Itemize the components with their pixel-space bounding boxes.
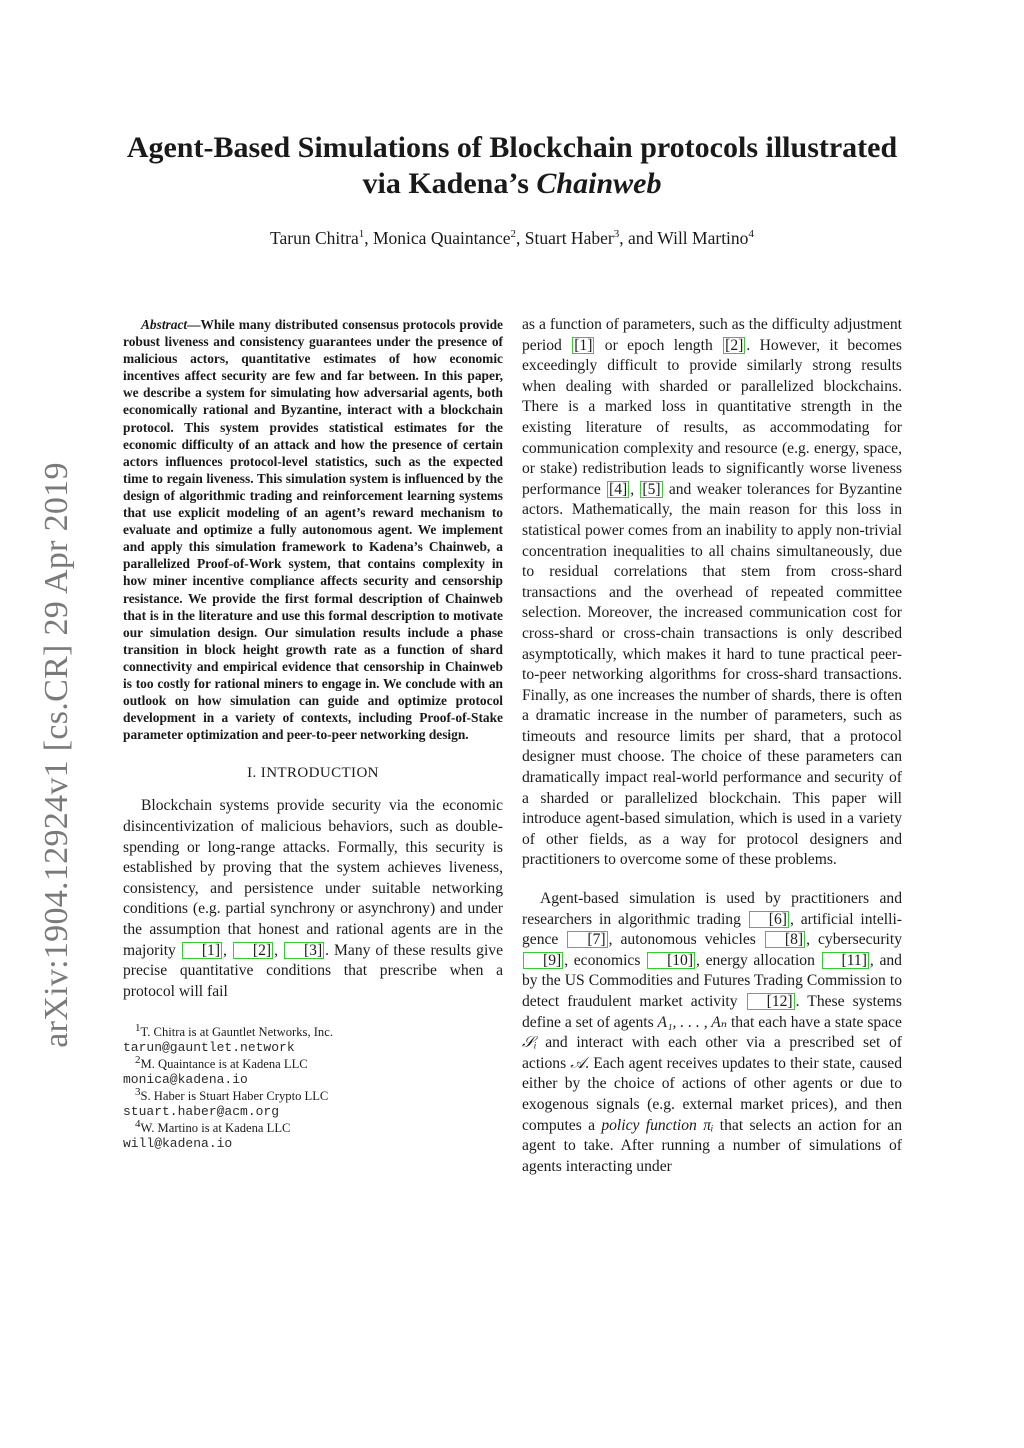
body-text: , — [630, 480, 640, 498]
math-expression: πᵢ — [703, 1116, 714, 1134]
footnote-email: monica@kadena.io — [123, 1072, 248, 1088]
title-line-2-italic: Chainweb — [536, 167, 662, 200]
left-column — [123, 316, 503, 1152]
author-separator: , — [516, 228, 525, 248]
footnote — [123, 1024, 503, 1056]
citation-link[interactable]: [10] — [647, 952, 695, 969]
body-paragraph — [522, 315, 902, 871]
body-text: Blockchain systems provide security via the economic disincentivization of malicious behaviors, such as double-spending or long-range attacks. Formally, this security is established by proving that the system achieves liveness, consistency, and persistence under suitable networking conditions (e.g. partial synchrony or asynchrony) and under the assumption that honest and rational agents are in the majority — [123, 797, 503, 959]
body-text: , energy allocation — [696, 951, 821, 969]
section-numeral: I. — [247, 765, 261, 782]
right-column — [522, 315, 902, 1177]
footnote — [123, 1056, 503, 1088]
footnote-mark: 2 — [135, 1054, 141, 1067]
body-text: that selects an action for an agent to take. After running a number of simulations of agents interacting under — [522, 1116, 903, 1175]
body-text: and interact with each other via a prescribed set of actions — [522, 1034, 902, 1072]
author-affiliation-mark: 2 — [510, 228, 516, 241]
footnote-mark: 4 — [135, 1118, 141, 1131]
citation-link[interactable]: [2] — [233, 942, 273, 959]
footnote-text: T. Chitra is at Gauntlet Networks, Inc. — [140, 1025, 333, 1040]
author-affiliation-mark: 1 — [358, 228, 365, 241]
author-affiliation-mark: 4 — [748, 228, 754, 241]
footnote-text: S. Haber is Stuart Haber Crypto LLC — [140, 1089, 329, 1104]
footnotes — [123, 1024, 503, 1152]
body-text: that each have a state space — [727, 1013, 902, 1031]
author-list — [110, 228, 914, 249]
body-text: , — [223, 941, 232, 959]
body-paragraph — [522, 889, 902, 1177]
citation-link[interactable]: [1] — [182, 942, 222, 959]
body-text: , economics — [564, 951, 647, 969]
author-name: Will Martino — [657, 228, 749, 248]
citation-link[interactable]: [4] — [609, 480, 628, 498]
math-expression: A₁, . . . , Aₙ — [657, 1013, 728, 1031]
footnote-email: tarun@gauntlet.network — [123, 1040, 295, 1056]
title-line-2-prefix: via Kadena’s — [362, 167, 537, 200]
body-text: , — [274, 941, 283, 959]
author-affiliation-mark: 3 — [613, 228, 620, 241]
footnote-text: W. Martino is at Kadena LLC — [140, 1121, 291, 1136]
citation-link[interactable]: [12] — [747, 993, 795, 1010]
citation-link[interactable]: [8] — [765, 931, 805, 948]
body-text: , cybersecurity — [806, 931, 902, 949]
abstract — [123, 316, 503, 743]
footnote-mark: 3 — [135, 1086, 141, 1099]
author-separator: , — [364, 228, 373, 248]
body-text: , and by the US Commodities and Futures Trading Commission to detect fraudulent market activity — [522, 951, 902, 1010]
body-text: or epoch length — [595, 336, 723, 354]
citation-link[interactable]: [7] — [567, 931, 607, 948]
section-heading-introduction — [123, 765, 503, 782]
author-name: Stuart Haber — [524, 228, 614, 248]
citation-link[interactable]: [6] — [749, 911, 789, 928]
author-separator: , and — [619, 228, 658, 248]
math-expression: 𝒜 — [570, 1054, 586, 1072]
citation-link[interactable]: [3] — [284, 942, 324, 959]
abstract-label: Abstract — [141, 317, 188, 332]
footnote — [123, 1088, 503, 1120]
body-text: Agent-based simulation is used by practitioners and researchers in algorithmic trading — [522, 890, 902, 928]
body-text: and weaker tolerances for Byzantine actors. Mathematically, the main reason for this loss in statistical power comes from an inability to apply non-trivial concentration inequalities to all chains simultaneously, due to residual correlations that stem from cross-shard transactions and the overhead of repeated committee selection. Moreover, the increased communication cost for cross-shard or cross-chain transactions is only described asymptotically, which makes it hard to tune practical peer-to-peer networking algorithms for cross-shard transactions. Finally, as one increases the number of shards, there is often a dramatic increase in the number of parameters, such as timeouts and resource limits per shard, that a protocol designer must choose. The choice of these parameters can dramatically impact real-world performance and security of a sharded or parallelized blockchain. This paper will introduce agent-based simulation, which is used in a variety of other fields, as a way for protocol designers and practitioners to overcome some of these problems. — [522, 480, 902, 869]
footnote-email: stuart.haber@acm.org — [123, 1104, 280, 1120]
citation-link[interactable]: [9] — [523, 952, 563, 969]
body-text: . Many of these results give precise quantitative conditions that prescribe when a protocol will fail — [123, 941, 503, 1000]
body-text: , artificial intelligence — [522, 910, 902, 949]
section-title-rest: NTRODUCTION — [266, 765, 379, 782]
body-text: as a function of parameters, such as the difficulty adjustment period — [522, 316, 902, 354]
author-name: Monica Quaintance — [372, 228, 511, 248]
abstract-dash: — — [187, 317, 201, 332]
body-text: . These systems define a set of agents — [522, 993, 902, 1031]
body-text: . However, it becomes exceedingly difficult to provide similarly strong results when dealing with sharded or parallelized blockchains. There is a marked loss in quantitative strength in the existing literature of results, as accommodating for communication complexity and resource (e.g. energy, space, or stake) redistribution leads to significantly worse liveness performance — [522, 336, 902, 498]
footnote-text: M. Quaintance is at Kadena LLC — [140, 1057, 308, 1072]
section-initial: I — [260, 765, 267, 782]
citation-link[interactable]: [5] — [642, 480, 661, 498]
math-expression: 𝒮ᵢ — [522, 1034, 537, 1052]
body-text: . Each agent receives updates to their state, caused either by the choice of actions of other agents or due to exogenous signals (e.g. external market prices), and then computes a — [522, 1054, 902, 1134]
emphasized-term: policy function — [601, 1116, 697, 1134]
intro-paragraph — [123, 796, 503, 1002]
paper-title — [110, 130, 914, 202]
citation-link[interactable]: [2] — [725, 336, 744, 354]
author-name: Tarun Chitra — [270, 228, 359, 248]
citation-link[interactable]: [1] — [574, 336, 593, 354]
arxiv-identifier-stamp — [27, 450, 87, 1060]
title-line-1: Agent-Based Simulations of Blockchain protocols illustrated — [126, 131, 898, 164]
footnote — [123, 1120, 503, 1152]
footnote-email: will@kadena.io — [123, 1136, 233, 1152]
arxiv-identifier-text: arXiv:1904.12924v1 [cs.CR] 29 Apr 2019 — [38, 462, 75, 1048]
body-text: , autonomous vehicles — [608, 931, 764, 949]
footnote-mark: 1 — [135, 1022, 141, 1035]
abstract-text: While many distributed consensus protocols provide robust liveness and consistency guarantees under the presence of malicious actors, quantitative estimates of how economic incentives affect security are few and far between. In this paper, we describe a system for simulating how adversarial agents, both economically rational and Byzantine, interact with a blockchain protocol. This system provides statistical estimates for the economic difficulty of an attack and how the presence of certain actors influences protocol-level statistics, such as the expected time to regain liveness. This simulation system is influenced by the design of algorithmic trading and reinforcement learning systems that use explicit modeling of an agent’s reward mechanism to evaluate and optimize a fully autonomous agent. We implement and apply this simulation framework to Kadena’s Chainweb, a parallelized Proof-of-Work system, that contains complexity in how miner incentive compliance affects security and censorship resistance. We provide the first formal description of Chainweb that is in the literature and use this formal description to motivate our simulation design. Our simulation results include a phase transition in block height growth rate as a function of shard connectivity and empirical evidence that censorship in Chainweb is too costly for rational miners to engage in. We conclude with an outlook on how simulation can guide and optimize protocol development in a variety of contexts, including Proof-of-Stake parameter optimization and peer-to-peer networking design. — [123, 317, 503, 743]
citation-link[interactable]: [11] — [822, 952, 869, 969]
